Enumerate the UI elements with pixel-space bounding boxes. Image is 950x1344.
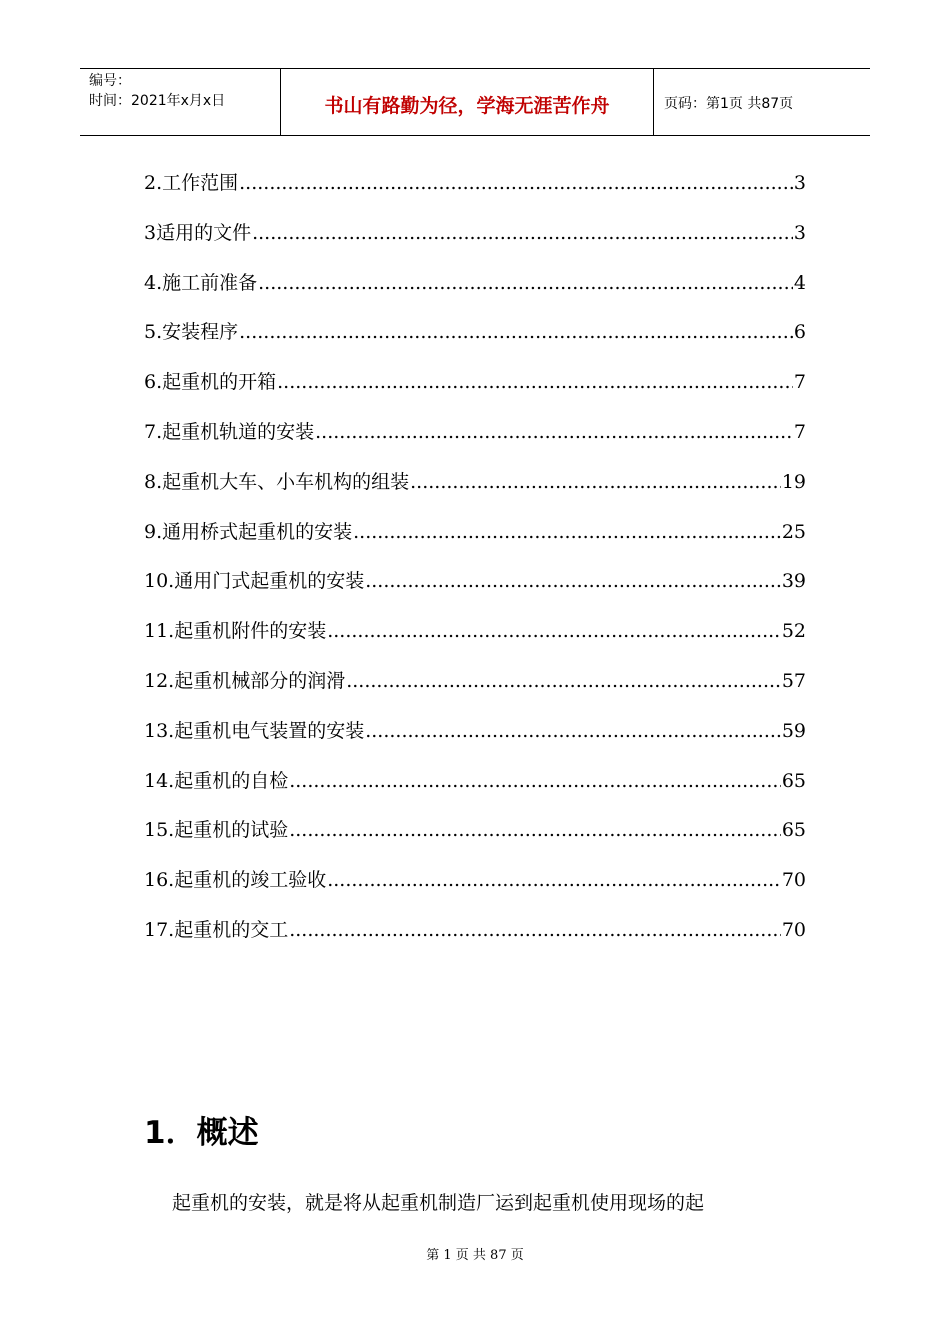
toc-entry-title: 12.起重机械部分的润滑 xyxy=(144,669,346,692)
toc-entry-title: 2.工作范围 xyxy=(144,172,239,194)
date-label: 时间：2021年x月x日 xyxy=(89,93,226,109)
toc-dot-leader xyxy=(327,616,781,646)
toc-entry[interactable] xyxy=(144,467,806,517)
motto-text: 书山有路勤为径，学海无涯苦作舟 xyxy=(324,94,610,117)
toc-dot-leader xyxy=(327,865,781,895)
toc-entry[interactable] xyxy=(144,666,806,716)
toc-dot-leader xyxy=(239,317,793,347)
toc-dot-leader xyxy=(277,367,793,397)
toc-dot-leader xyxy=(365,716,781,746)
toc-entry[interactable] xyxy=(144,168,806,218)
toc-entry-page: 4 xyxy=(793,271,806,294)
page-header xyxy=(80,68,870,136)
toc-entry-title: 16.起重机的竣工验收 xyxy=(144,869,327,892)
toc-entry-title: 9.通用桥式起重机的安装 xyxy=(144,520,353,543)
toc-dot-leader xyxy=(365,566,781,596)
toc-entry-page: 70 xyxy=(781,918,806,941)
toc-entry-page: 3 xyxy=(793,172,806,194)
header-meta xyxy=(80,69,281,135)
toc-entry-title: 6.起重机的开箱 xyxy=(144,371,277,394)
toc-entry-title: 4.施工前准备 xyxy=(144,271,258,294)
toc-entry-title: 3适用的文件 xyxy=(144,221,252,244)
toc-dot-leader xyxy=(252,218,793,248)
toc-entry[interactable] xyxy=(144,716,806,766)
toc-entry-page: 57 xyxy=(781,669,806,692)
toc-entry-title: 7.起重机轨道的安装 xyxy=(144,420,315,443)
section-heading: 1．概述 xyxy=(144,1115,259,1151)
toc-dot-leader xyxy=(410,467,781,497)
toc-entry-page: 6 xyxy=(793,321,806,344)
toc-entry[interactable] xyxy=(144,616,806,666)
toc-dot-leader xyxy=(289,815,781,845)
page-info-text: 页码：第1页 共87页 xyxy=(664,96,794,112)
toc-entry-title: 5.安装程序 xyxy=(144,321,239,344)
number-label: 编号： xyxy=(89,73,131,89)
toc-dot-leader xyxy=(289,915,781,945)
toc-dot-leader xyxy=(258,268,793,298)
toc-entry-title: 10.通用门式起重机的安装 xyxy=(144,570,365,593)
toc-entry-page: 65 xyxy=(781,769,806,792)
toc-entry[interactable] xyxy=(144,317,806,367)
toc-entry[interactable] xyxy=(144,766,806,816)
toc-entry[interactable] xyxy=(144,367,806,417)
toc-entry[interactable] xyxy=(144,417,806,467)
page-footer: 第 1 页 共 87 页 xyxy=(426,1248,524,1263)
toc-entry-page: 3 xyxy=(793,221,806,244)
toc-entry-title: 8.起重机大车、小车机构的组装 xyxy=(144,470,410,493)
toc-dot-leader xyxy=(239,168,793,198)
toc-entry-page: 52 xyxy=(781,620,806,643)
toc-entry-page: 19 xyxy=(781,470,806,493)
toc-entry-title: 17.起重机的交工 xyxy=(144,918,289,941)
toc-entry[interactable] xyxy=(144,268,806,318)
toc-dot-leader xyxy=(289,766,781,796)
toc-entry-title: 13.起重机电气装置的安装 xyxy=(144,719,365,742)
toc-entry[interactable] xyxy=(144,218,806,268)
toc-entry[interactable] xyxy=(144,865,806,915)
toc-entry-page: 65 xyxy=(781,819,806,842)
toc-dot-leader xyxy=(315,417,793,447)
toc-entry[interactable] xyxy=(144,517,806,567)
toc-entry-page: 7 xyxy=(793,420,806,443)
toc-entry-page: 59 xyxy=(781,719,806,742)
toc-entry[interactable] xyxy=(144,815,806,865)
toc-entry-page: 39 xyxy=(781,570,806,593)
toc-entry-title: 15.起重机的试验 xyxy=(144,819,289,842)
toc-dot-leader xyxy=(346,666,781,696)
toc-entry[interactable] xyxy=(144,566,806,616)
header-page-info xyxy=(654,69,870,135)
toc-entry-title: 11.起重机附件的安装 xyxy=(144,620,327,643)
toc-entry-page: 70 xyxy=(781,869,806,892)
toc-entry[interactable] xyxy=(144,915,806,965)
toc-entry-page: 25 xyxy=(781,520,806,543)
header-motto xyxy=(281,69,654,135)
body-paragraph: 起重机的安装，就是将从起重机制造厂运到起重机使用现场的起 xyxy=(172,1192,705,1214)
toc-dot-leader xyxy=(353,517,781,547)
toc-entry-page: 7 xyxy=(793,371,806,394)
table-of-contents xyxy=(144,168,806,965)
toc-entry-title: 14.起重机的自检 xyxy=(144,769,289,792)
